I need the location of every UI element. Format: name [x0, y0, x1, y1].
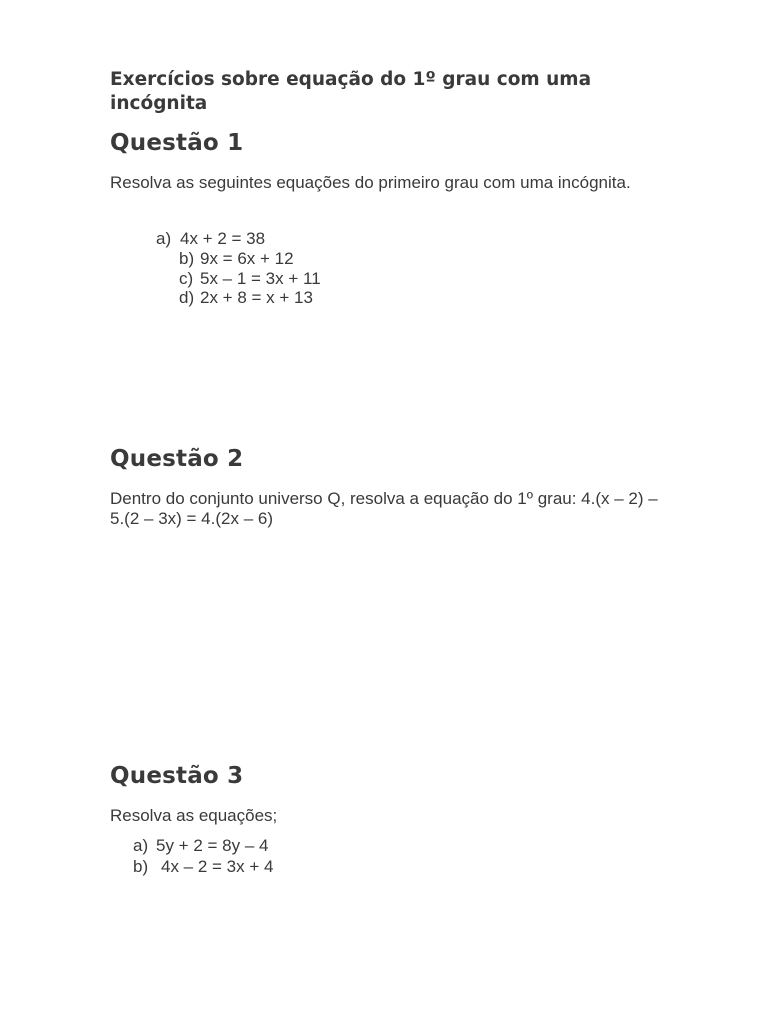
question-3-item-b: [133, 857, 273, 877]
question-1-text: Resolva as seguintes equações do primeiro grau com uma incógnita.: [110, 173, 631, 192]
question-1-item-d: [179, 288, 313, 308]
question-1-item-b: [179, 249, 294, 269]
question-1-item-c: [179, 269, 321, 289]
equation: 5x – 1 = 3x + 11: [200, 269, 321, 288]
list-marker: a): [156, 229, 172, 248]
list-marker: d): [179, 288, 195, 307]
list-marker: a): [133, 836, 149, 855]
question-3-text: Resolva as equações;: [110, 806, 278, 825]
question-3-heading: Questão 3: [110, 763, 244, 789]
list-marker: c): [179, 269, 194, 288]
question-2-heading: Questão 2: [110, 446, 244, 472]
equation: 2x + 8 = x + 13: [200, 288, 313, 307]
document-title: Exercícios sobre equação do 1º grau com uma incógnita: [110, 69, 592, 114]
equation: 4x + 2 = 38: [180, 229, 266, 248]
question-1-item-a: [156, 229, 265, 249]
question-1-heading: Questão 1: [110, 130, 244, 156]
question-2-text: Dentro do conjunto universo Q, resolva a equação do 1º grau: 4.(x – 2) – 5.(2 – 3x) = 4.(2x – 6): [110, 489, 658, 528]
question-3-item-a: [133, 836, 268, 856]
equation: 9x = 6x + 12: [200, 249, 294, 268]
equation: 5y + 2 = 8y – 4: [156, 836, 269, 855]
list-marker: b): [133, 857, 149, 876]
list-marker: b): [179, 249, 195, 268]
equation: 4x – 2 = 3x + 4: [161, 857, 274, 876]
